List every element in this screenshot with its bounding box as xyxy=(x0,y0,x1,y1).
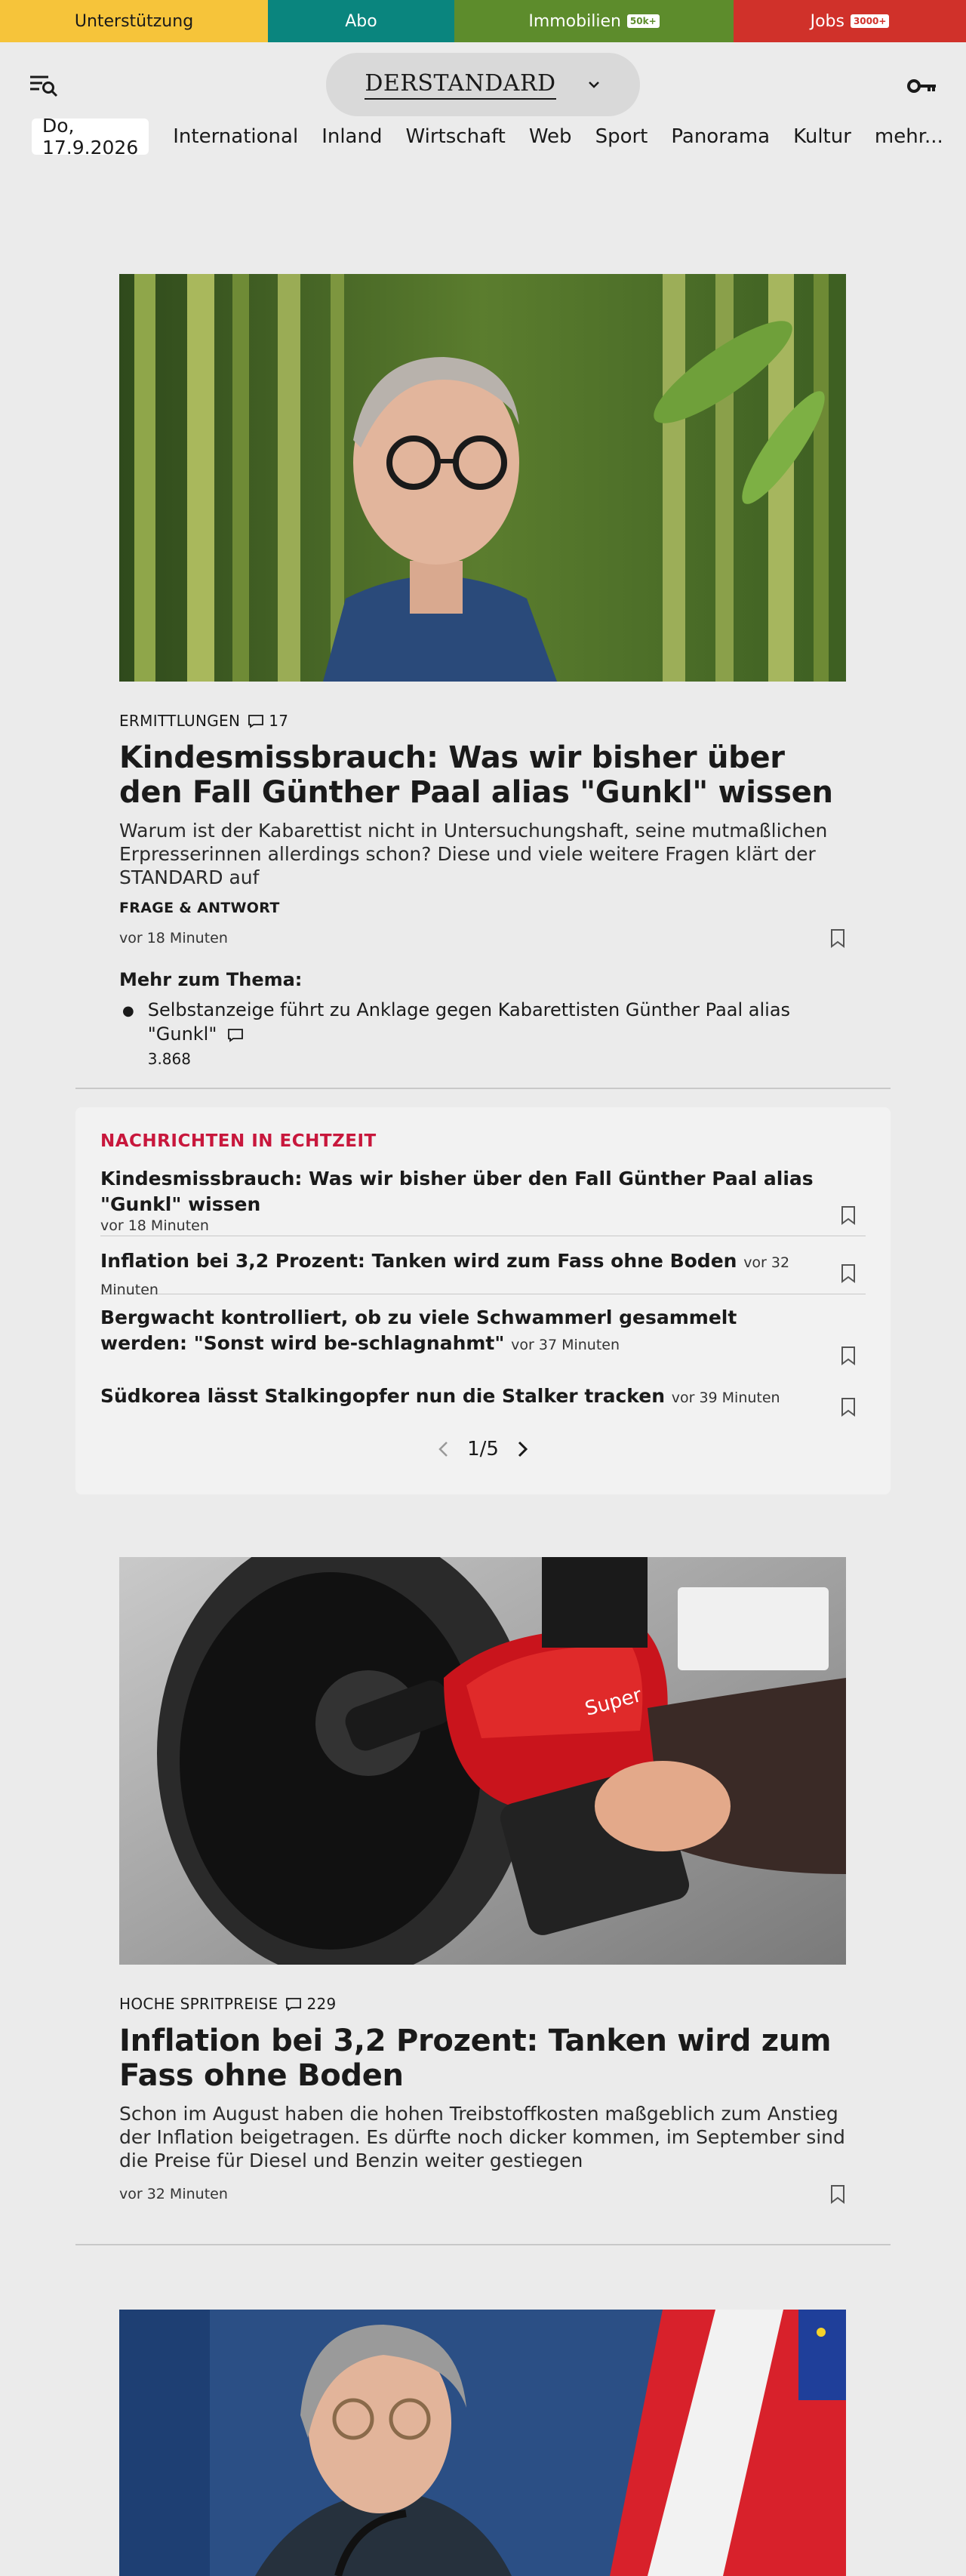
site-header xyxy=(0,42,966,116)
comment-count-value: 17 xyxy=(269,712,289,730)
menu-search-icon[interactable] xyxy=(29,71,59,98)
chevron-right-icon[interactable] xyxy=(514,1440,531,1458)
related-comment-count: 3.868 xyxy=(147,1050,191,1068)
ticker-pager xyxy=(100,1438,866,1460)
ticker-item[interactable] xyxy=(100,1166,866,1236)
article-meta xyxy=(119,928,846,948)
nav-item-wirtschaft[interactable]: Wirtschaft xyxy=(405,125,506,148)
article-image-politician[interactable] xyxy=(119,2310,846,2576)
bookmark-icon[interactable] xyxy=(840,1263,857,1283)
pager-position: 1/5 xyxy=(467,1438,499,1460)
comment-count[interactable] xyxy=(248,712,288,730)
comment-icon xyxy=(227,1027,245,1042)
immobilien-badge: 50k+ xyxy=(627,14,660,28)
comment-icon xyxy=(285,1996,303,2011)
article-kicker xyxy=(119,1995,846,2013)
jobs-link[interactable] xyxy=(734,0,966,42)
nav-item-web[interactable]: Web xyxy=(528,125,572,148)
ticker-time: vor 37 Minuten xyxy=(511,1337,620,1353)
comment-count[interactable] xyxy=(285,1995,336,2013)
jobs-badge: 3000+ xyxy=(851,14,889,28)
nav-item-more[interactable]: mehr... xyxy=(874,125,943,148)
article-meta xyxy=(119,2184,846,2204)
kicker-label: ERMITTLUNGEN xyxy=(119,712,241,730)
article-format-tag: FRAGE & ANTWORT xyxy=(119,900,280,916)
support-label: Unterstützung xyxy=(74,11,194,31)
chevron-down-icon xyxy=(586,77,601,92)
chevron-left-icon[interactable] xyxy=(435,1440,452,1458)
ticker-headline: Kindesmissbrauch: Was wir bisher über den Fall Günther Paal alias "Gunkl" wissen xyxy=(100,1168,814,1215)
nav-item-kultur[interactable]: Kultur xyxy=(793,125,851,148)
ticker-title: NACHRICHTEN IN ECHTZEIT xyxy=(100,1131,377,1151)
nav-item-sport[interactable]: Sport xyxy=(595,125,648,148)
comment-icon xyxy=(248,713,266,728)
support-link[interactable] xyxy=(0,0,268,42)
ticker-headline: Bergwacht kontrolliert, ob zu viele Schwammerl gesammelt werden: "Sonst wird be-schlagnahmt" xyxy=(100,1306,737,1354)
article-headline[interactable]: Kindesmissbrauch: Was wir bisher über den Fall Günther Paal alias "Gunkl" wissen xyxy=(119,740,833,810)
article-kicker xyxy=(119,712,846,730)
article-image-fuel-pump[interactable] xyxy=(119,1557,846,1965)
pump-label: Super xyxy=(583,1684,645,1721)
section-divider xyxy=(75,2244,891,2245)
article-teaser[interactable] xyxy=(119,1557,846,2204)
section-divider xyxy=(75,1088,891,1089)
ticker-item[interactable] xyxy=(100,1376,866,1421)
abo-link[interactable] xyxy=(268,0,454,42)
ticker-item[interactable] xyxy=(100,1294,866,1376)
comment-count-value: 229 xyxy=(306,1995,337,2013)
related-item-text: Selbstanzeige führt zu Anklage gegen Kabarettisten Günther Paal alias "Gunkl" xyxy=(147,999,791,1045)
related-item[interactable] xyxy=(119,998,846,1071)
brand-logo: DERSTANDARD xyxy=(365,70,555,100)
article-timestamp: vor 32 Minuten xyxy=(119,2186,228,2202)
bookmark-icon[interactable] xyxy=(840,1346,857,1365)
bookmark-icon[interactable] xyxy=(829,2184,846,2204)
article-teaser[interactable] xyxy=(119,274,846,1071)
brand-selector[interactable] xyxy=(326,53,640,116)
ticker-time: vor 32 Minuten xyxy=(100,1254,790,1298)
nav-item-international[interactable]: International xyxy=(173,125,299,148)
jobs-label: Jobs xyxy=(810,11,844,31)
ticker-time: vor 39 Minuten xyxy=(671,1390,780,1406)
date-display[interactable]: Do, 17.9.2026 xyxy=(32,118,149,155)
kicker-label: HOCHE SPRITPREISE xyxy=(119,1995,278,2013)
bookmark-icon[interactable] xyxy=(840,1205,857,1225)
article-teaser-text: Schon im August haben die hohen Treibstoffkosten maßgeblich zum Anstieg der Inflation beigetragen. Es dürfte noch dicker kommen, im September sind die Preise für Diesel und Benzin weiter gestiegen xyxy=(119,2103,845,2171)
ticker-headline: Südkorea lässt Stalkingopfer nun die Stalker tracken xyxy=(100,1385,665,1407)
immobilien-link[interactable] xyxy=(454,0,734,42)
ticker-time: vor 18 Minuten xyxy=(100,1217,209,1234)
related-list xyxy=(119,998,846,1071)
main-navigation xyxy=(0,116,966,157)
live-news-ticker xyxy=(75,1107,891,1494)
article-timestamp: vor 18 Minuten xyxy=(119,930,228,946)
article-teaser-text: Warum ist der Kabarettist nicht in Untersuchungshaft, seine mutmaßlichen Erpresserinnen allerdings schon? Diese und viele weitere Fragen klärt der STANDARD auf xyxy=(119,820,828,888)
top-bar xyxy=(0,0,966,42)
article-headline[interactable]: Inflation bei 3,2 Prozent: Tanken wird zum Fass ohne Boden xyxy=(119,2024,832,2093)
immobilien-label: Immobilien xyxy=(528,11,621,31)
related-title: Mehr zum Thema: xyxy=(119,969,303,990)
ticker-item[interactable] xyxy=(100,1236,866,1298)
bookmark-icon[interactable] xyxy=(840,1397,857,1417)
bullet-icon: ● xyxy=(122,1003,134,1019)
abo-label: Abo xyxy=(345,11,377,31)
nav-item-panorama[interactable]: Panorama xyxy=(671,125,771,148)
bookmark-icon[interactable] xyxy=(829,928,846,948)
article-image-portrait[interactable] xyxy=(119,274,846,682)
ticker-headline: Inflation bei 3,2 Prozent: Tanken wird zum Fass ohne Boden xyxy=(100,1250,737,1272)
key-icon[interactable] xyxy=(907,77,937,95)
nav-item-inland[interactable]: Inland xyxy=(321,125,383,148)
